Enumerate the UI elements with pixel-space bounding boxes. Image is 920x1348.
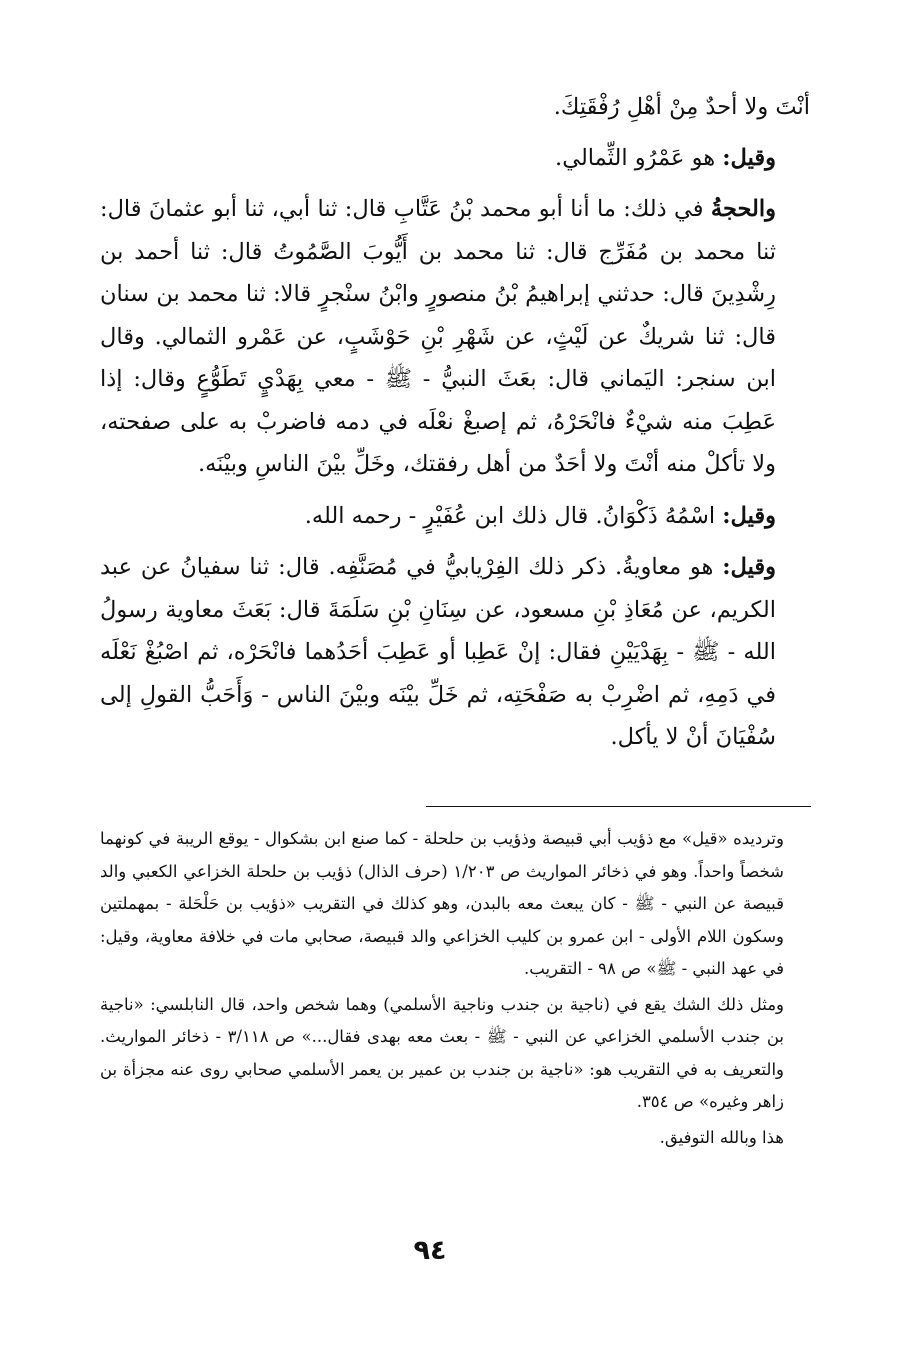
paragraph-3-lead: والحجةُ <box>710 196 776 222</box>
paragraph-3-text: في ذلك: ما أنا أبو محمد بْنُ عَتَّابِ قال: ثنا أبي، ثنا أبو عثمانَ قال: ثنا محمد بن مُفَرِّج قال: ثنا محمد بن أَيُّوبَ الصَّمُوتُ قال: ثنا أحمد بن رِشْدِينَ قال: حدثني إبراهيمُ بْنُ منصورٍ وابْنُ سنْجرٍ قالا: ثنا محمد بن سنان قال: ثنا شريكٌ عن لَيْثٍ، عن شَهْرِ بْنِ حَوْشَبٍ، عن عَمْرو الثمالي. وقال ابن سنجر: اليَماني قال: بعَثَ النبيُّ - ﷺ - معي بِهَدْيٍ تَطَوُّعٍ وقال: إذا عَطِبَ منه شيْءٌ فانْحَرْهُ، ثم إصبغْ نعْلَه في دمه فاضربْ به على صفحته، ولا تأكلْ منه أنْتَ ولا أحَدٌ من أهل رفقتك، وخَلِّ بيْنَ الناسِ وبيْنَه. <box>100 196 776 477</box>
page-number: ٩٤ <box>413 1235 447 1266</box>
paragraph-5-text: هو معاويةُ. ذكر ذلك الفِرْيابيُّ في مُصَنَّفِه. قال: ثنا سفيانُ عن عبد الكريم، عن مُعَاذِ بْنِ مسعود، عن سِنَانِ بْنِ سَلَمَةَ قال: بَعَثَ معاوية رسولُ الله - ﷺ - بِهَدْيَيْنِ فقال: إنْ عَطِبا أو عَطِبَ أحَدُهما فانْحَرْه، ثم اصْبُغْ نَعْلَه في دَمِهِ، ثم اضْرِبْ به صَفْحَتِه، ثم خَلِّ بيْنَه وبيْنَ الناس - وَأَحَبُّ القولِ إلى سُفْيَانَ أنْ لا يأكل. <box>100 554 776 750</box>
paragraph-2 <box>100 137 810 180</box>
paragraph-5-lead: وقيل: <box>722 554 776 580</box>
footnote-closing: هذا وبالله التوفيق. <box>659 1127 784 1147</box>
footnote-2: ومثل ذلك الشك يقع في (ناجية بن جندب وناجية الأسلمي) وهما شخص واحد، قال النابلسي: «ناجية بن جندب الأسلمي الخزاعي عن النبي - ﷺ - بعث معه بهدى فقال...» ص ٣/١١٨ - ذخائر المواريث. والتعريف به في التقريب هو: «ناجية بن جندب بن عمير بن يعمر الأسلمي صحابي روى عنه مجزأة بن زاهر وغيره» ص ٣٥٤. <box>100 994 784 1111</box>
paragraph-4 <box>100 495 810 538</box>
main-text <box>100 86 810 768</box>
paragraph-1: أنْتَ ولا أحدٌ مِنْ أهْلِ رُفْقَتِكَ. <box>553 94 810 120</box>
paragraph-5 <box>100 546 810 759</box>
paragraph-2-text: هو عَمْرُو الثِّمالي. <box>555 144 723 171</box>
paragraph-3 <box>100 188 810 486</box>
footnote-separator <box>426 806 811 807</box>
paragraph-4-lead: وقيل: <box>722 502 776 529</box>
paragraph-2-lead: وقيل: <box>722 144 776 171</box>
footnote-1: وترديده «قيل» مع ذؤيب أبي قبيصة وذؤيب بن حلحلة - كما صنع ابن بشكوال - يوقع الريبة في كونهما شخصاً واحداً. وهو في ذخائر المواريث ص ١/٢٠٣ (حرف الذال) ذؤيب بن حلحلة الخزاعي الكعبي والد قبيصة عن النبي - ﷺ - كان يبعث معه بالبدن، وهو كذلك في التقريب «ذؤيب بن حَلْحَلة - بمهملتين وسكون اللام الأولى - ابن عمرو بن كليب الخزاعي والد قبيصة، صحابي مات في خلافة معاوية، وقيل: في عهد النبي - ﷺ» ص ٩٨ - التقريب. <box>100 829 784 978</box>
paragraph-4-text: اسْمُهُ ذَكْوَانُ. قال ذلك ابن عُفَيْرٍ - رحمه الله. <box>304 502 723 529</box>
footnotes <box>100 823 810 1157</box>
